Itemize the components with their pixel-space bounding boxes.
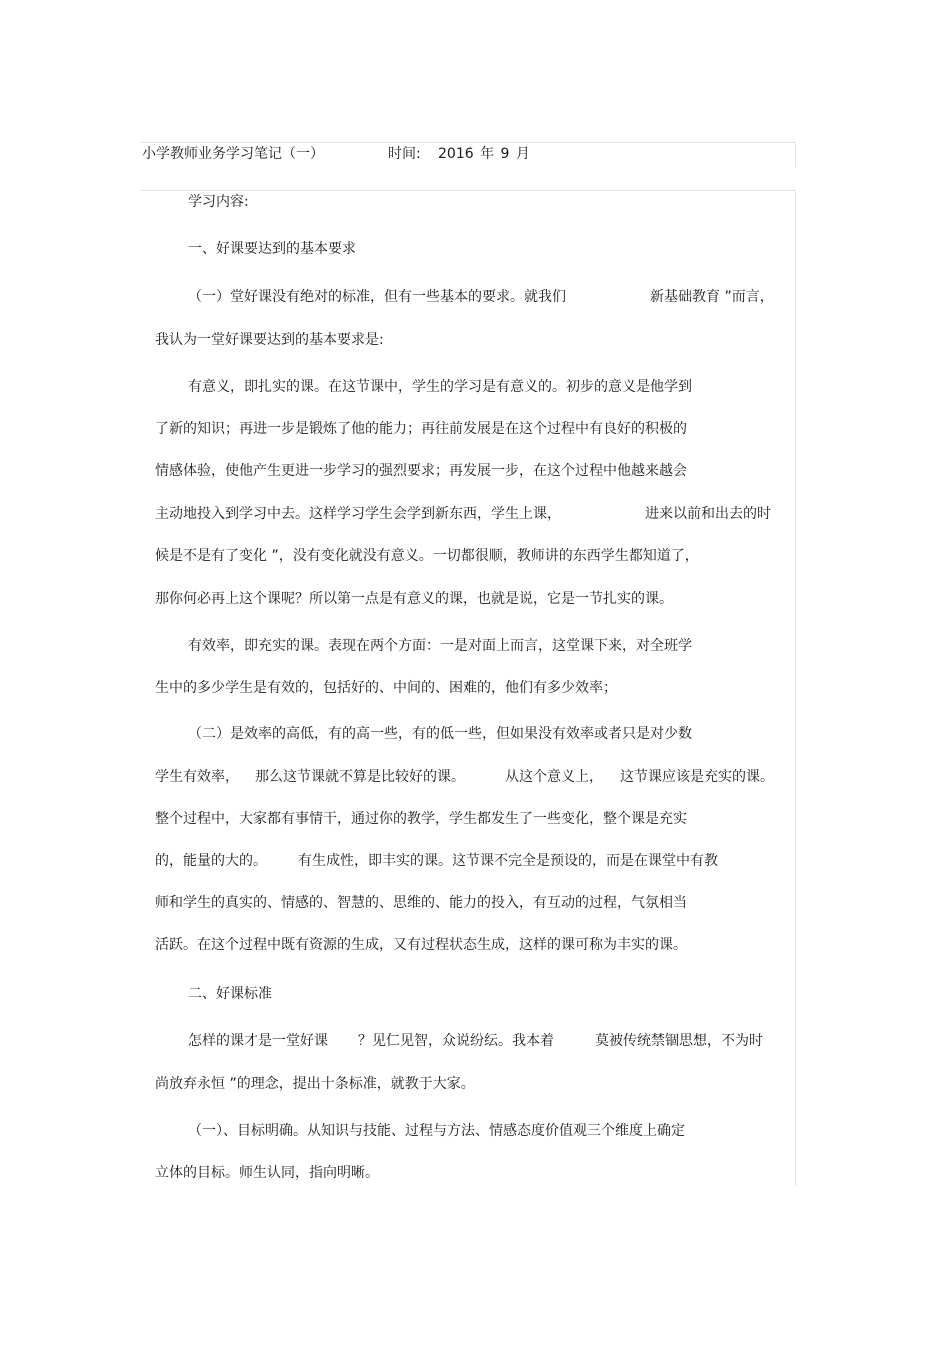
section-heading-2: 二、好课标准 <box>188 986 272 1002</box>
paragraph-line: 那么这节课就不算是比较好的课。 <box>255 769 465 785</box>
document-title: 小学教师业务学习笔记（一） <box>142 146 324 162</box>
section-heading-1: 一、好课要达到的基本要求 <box>188 241 356 257</box>
paragraph-line: 活跃。在这个过程中既有资源的生成，又有过程状态生成，这样的课可称为丰实的课。 <box>155 937 687 953</box>
paragraph-line: 进来以前和出去的时 <box>645 506 771 522</box>
paragraph-line: 有生成性，即丰实的课。这节课不完全是预设的，而是在课堂中有教 <box>298 853 718 869</box>
paragraph-line: 了新的知识；再进一步是锻炼了他的能力；再往前发展是在这个过程中有良好的积极的 <box>155 421 687 437</box>
paragraph-line: 那你何必再上这个课呢？所以第一点是有意义的课，也就是说，它是一节扎实的课。 <box>155 591 673 607</box>
paragraph-line: 生中的多少学生是有效的，包括好的、中间的、困难的，他们有多少效率； <box>155 680 617 696</box>
study-content-heading: 学习内容: <box>188 194 249 210</box>
paragraph-line: 候是不是有了变化 ”，没有变化就没有意义。一切都很顺，教师讲的东西学生都知道了， <box>155 548 699 564</box>
paragraph-line: 有意义，即扎实的课。在这节课中，学生的学习是有意义的。初步的意义是他学到 <box>188 379 692 395</box>
paragraph-line: （一）堂好课没有绝对的标准，但有一些基本的要求。就我们 <box>188 289 566 305</box>
paragraph-line: 怎样的课才是一堂好课 <box>188 1033 328 1049</box>
paragraph-line: （一）、目标明确。从知识与技能、过程与方法、情感态度价值观三个维度上确定 <box>188 1123 685 1139</box>
paragraph-line: 我认为一堂好课要达到的基本要求是: <box>155 332 384 348</box>
paragraph-line: （二）是效率的高低，有的高一些，有的低一些，但如果没有效率或者只是对少数 <box>188 726 692 742</box>
paragraph-line: 尚放弃永恒 ”的理念，提出十条标准，就教于大家。 <box>155 1076 475 1092</box>
paragraph-line: 新基础教育 ”而言， <box>650 289 774 305</box>
paragraph-line: 师和学生的真实的、情感的、智慧的、思维的、能力的投入，有互动的过程，气氛相当 <box>155 895 687 911</box>
paragraph-line: 这节课应该是充实的课。 <box>620 769 774 785</box>
paragraph-line: 立体的目标。师生认同，指向明晰。 <box>155 1165 379 1181</box>
paragraph-line: 学生有效率， <box>155 769 239 785</box>
paragraph-line: 主动地投入到学习中去。这样学习学生会学到新东西，学生上课， <box>155 506 561 522</box>
paragraph-line: 的，能量的大的。 <box>155 853 267 869</box>
paragraph-line: 莫被传统禁锢思想，不为时 <box>595 1033 763 1049</box>
paragraph-line: 有效率，即充实的课。表现在两个方面：一是对面上而言，这堂课下来，对全班学 <box>188 638 692 654</box>
paragraph-line: ？见仁见智，众说纷纭。我本着 <box>358 1033 554 1049</box>
paragraph-line: 从这个意义上， <box>505 769 603 785</box>
time-value: 2016 年 9 月 <box>438 146 530 162</box>
paragraph-line: 情感体验，使他产生更进一步学习的强烈要求；再发展一步，在这个过程中他越来越会 <box>155 463 687 479</box>
paragraph-line: 整个过程中，大家都有事情干，通过你的教学，学生都发生了一些变化，整个课是充实 <box>155 811 687 827</box>
time-label: 时间: <box>388 146 421 162</box>
